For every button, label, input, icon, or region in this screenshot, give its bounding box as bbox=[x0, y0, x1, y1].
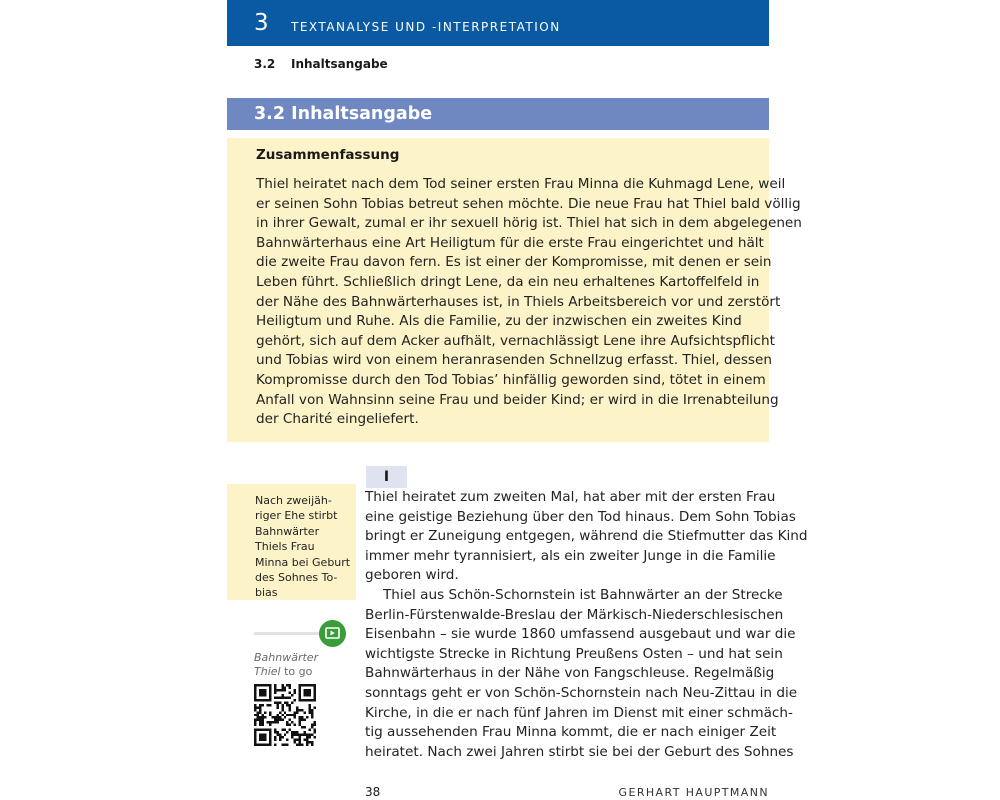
summary-line: Heiligtum und Ruhe. Als die Familie, zu der inzwischen ein zweites Kind bbox=[256, 313, 742, 330]
summary-line: Kompromisse durch den Tod Tobias’ hinfällig geworden sind, tötet in einem bbox=[256, 371, 766, 388]
summary-line: Thiel heiratet nach dem Tod seiner ersten Frau Minna die Kuhmagd Lene, weil bbox=[256, 176, 786, 192]
body-line: sonntags geht er von Schön-Schornstein nach Neu-Zittau in die bbox=[365, 684, 798, 701]
video-divider-line bbox=[254, 632, 320, 635]
body-line: wichtigste Strecke in Richtung Preußens Osten – und hat sein bbox=[365, 645, 783, 662]
video-play-icon[interactable] bbox=[319, 620, 346, 647]
summary-text bbox=[256, 175, 802, 430]
summary-line: der Nähe des Bahnwärterhauses ist, in Thiels Arbeitsbereich vor und zerstört bbox=[256, 293, 781, 310]
qr-code-icon[interactable] bbox=[254, 684, 316, 746]
breadcrumb bbox=[254, 56, 388, 72]
to-go-rest: to go bbox=[280, 664, 313, 678]
breadcrumb-number: 3.2 bbox=[254, 57, 276, 71]
summary-line: er seinen Sohn Tobias betreut sehen möchte. Die neue Frau hat Thiel bald völlig bbox=[256, 195, 801, 212]
body-line: Thiel aus Schön-Schornstein ist Bahnwärter an der Strecke bbox=[383, 586, 783, 603]
summary-box bbox=[227, 138, 802, 442]
paragraph-1 bbox=[365, 488, 808, 586]
body-line: Thiel heiratet zum zweiten Mal, hat aber mit der ersten Frau bbox=[365, 489, 776, 505]
summary-line: Leben führt. Schließlich dringt Lene, da ein neu erhaltenes Kartoffelfeld in bbox=[256, 273, 760, 290]
summary-line: Bahnwärterhaus eine Art Heiligtum für die erste Frau eingerichtet und hält bbox=[256, 234, 764, 251]
body-line: Berlin-Fürstenwalde-Breslau der Märkisch-Niederschlesischen bbox=[365, 606, 784, 623]
summary-line: und Tobias wird von einem heranrasenden Schnellzug erfasst. Thiel, dessen bbox=[256, 352, 772, 369]
to-go-label bbox=[254, 651, 318, 678]
body-line: immer mehr tyrannisiert, als ein zweiter Junge in die Familie bbox=[365, 547, 776, 564]
chapter-number: 3 bbox=[254, 10, 269, 36]
margin-note-line: Nach zweijäh- bbox=[255, 494, 332, 507]
margin-note-line: riger Ehe stirbt bbox=[255, 509, 338, 523]
chapter-title: TEXTANALYSE UND -INTERPRETATION bbox=[291, 20, 561, 34]
summary-line: der Charité eingeliefert. bbox=[256, 411, 419, 428]
summary-line: die zweite Frau davon fern. Es ist einer der Kompromisse, mit denen er sein bbox=[256, 254, 772, 271]
margin-note-line: Bahnwärter bbox=[255, 524, 320, 538]
margin-note-line: bias bbox=[255, 586, 278, 600]
margin-note-line: Minna bei Geburt bbox=[255, 555, 351, 569]
part-label-box bbox=[366, 466, 407, 488]
body-line: Eisenbahn – sie wurde 1860 umfassend ausgebaut und war die bbox=[365, 626, 796, 643]
body-line: heiratet. Nach zwei Jahren stirbt sie bei der Geburt des Sohnes bbox=[365, 743, 794, 760]
to-go-line2 bbox=[254, 665, 318, 679]
breadcrumb-title: Inhaltsangabe bbox=[291, 57, 388, 71]
body-line: geboren wird. bbox=[365, 567, 459, 584]
summary-line: in ihrer Gewalt, zumal er ihr sexuell hörig ist. Thiel hat sich in dem abgelegenen bbox=[256, 215, 802, 232]
body-text bbox=[365, 488, 808, 762]
to-go-italic: Thiel bbox=[254, 664, 281, 678]
page-number: 38 bbox=[365, 785, 381, 799]
section-title: 3.2 Inhaltsangabe bbox=[254, 104, 433, 124]
summary-heading: Zusammenfassung bbox=[256, 147, 400, 163]
section-heading-bar bbox=[227, 98, 769, 130]
summary-line: gehört, sich auf dem Acker aufhält, vernachlässigt Lene ihre Aufsichtspflicht bbox=[256, 332, 775, 349]
summary-line: Anfall von Wahnsinn seine Frau und beider Kind; er wird in die Irrenabteilung bbox=[256, 391, 779, 408]
body-line: Kirche, in die er nach fünf Jahren im Dienst mit einer schmäch- bbox=[365, 704, 793, 721]
author-name: GERHART HAUPTMANN bbox=[618, 786, 769, 799]
play-screen-icon bbox=[319, 620, 346, 647]
part-label: I bbox=[383, 469, 390, 485]
margin-note-line: Thiels Frau bbox=[255, 540, 315, 554]
margin-note-text bbox=[255, 493, 353, 601]
body-line: Bahnwärterhaus in der Nähe von Fangschleuse. Regelmäßig bbox=[365, 665, 775, 682]
chapter-header bbox=[227, 0, 769, 46]
to-go-line1: Bahnwärter bbox=[254, 651, 319, 664]
body-line: bringt er Zuneigung entgegen, während die Stiefmutter das Kind bbox=[365, 528, 808, 545]
body-line: tig aussehenden Frau Minna kommt, die er nach einiger Zeit bbox=[365, 724, 777, 741]
paragraph-2 bbox=[365, 586, 798, 762]
margin-note bbox=[227, 484, 356, 600]
margin-note-line: des Sohnes To- bbox=[255, 571, 338, 585]
body-line: eine geistige Beziehung über den Tod hinaus. Dem Sohn Tobias bbox=[365, 508, 796, 525]
